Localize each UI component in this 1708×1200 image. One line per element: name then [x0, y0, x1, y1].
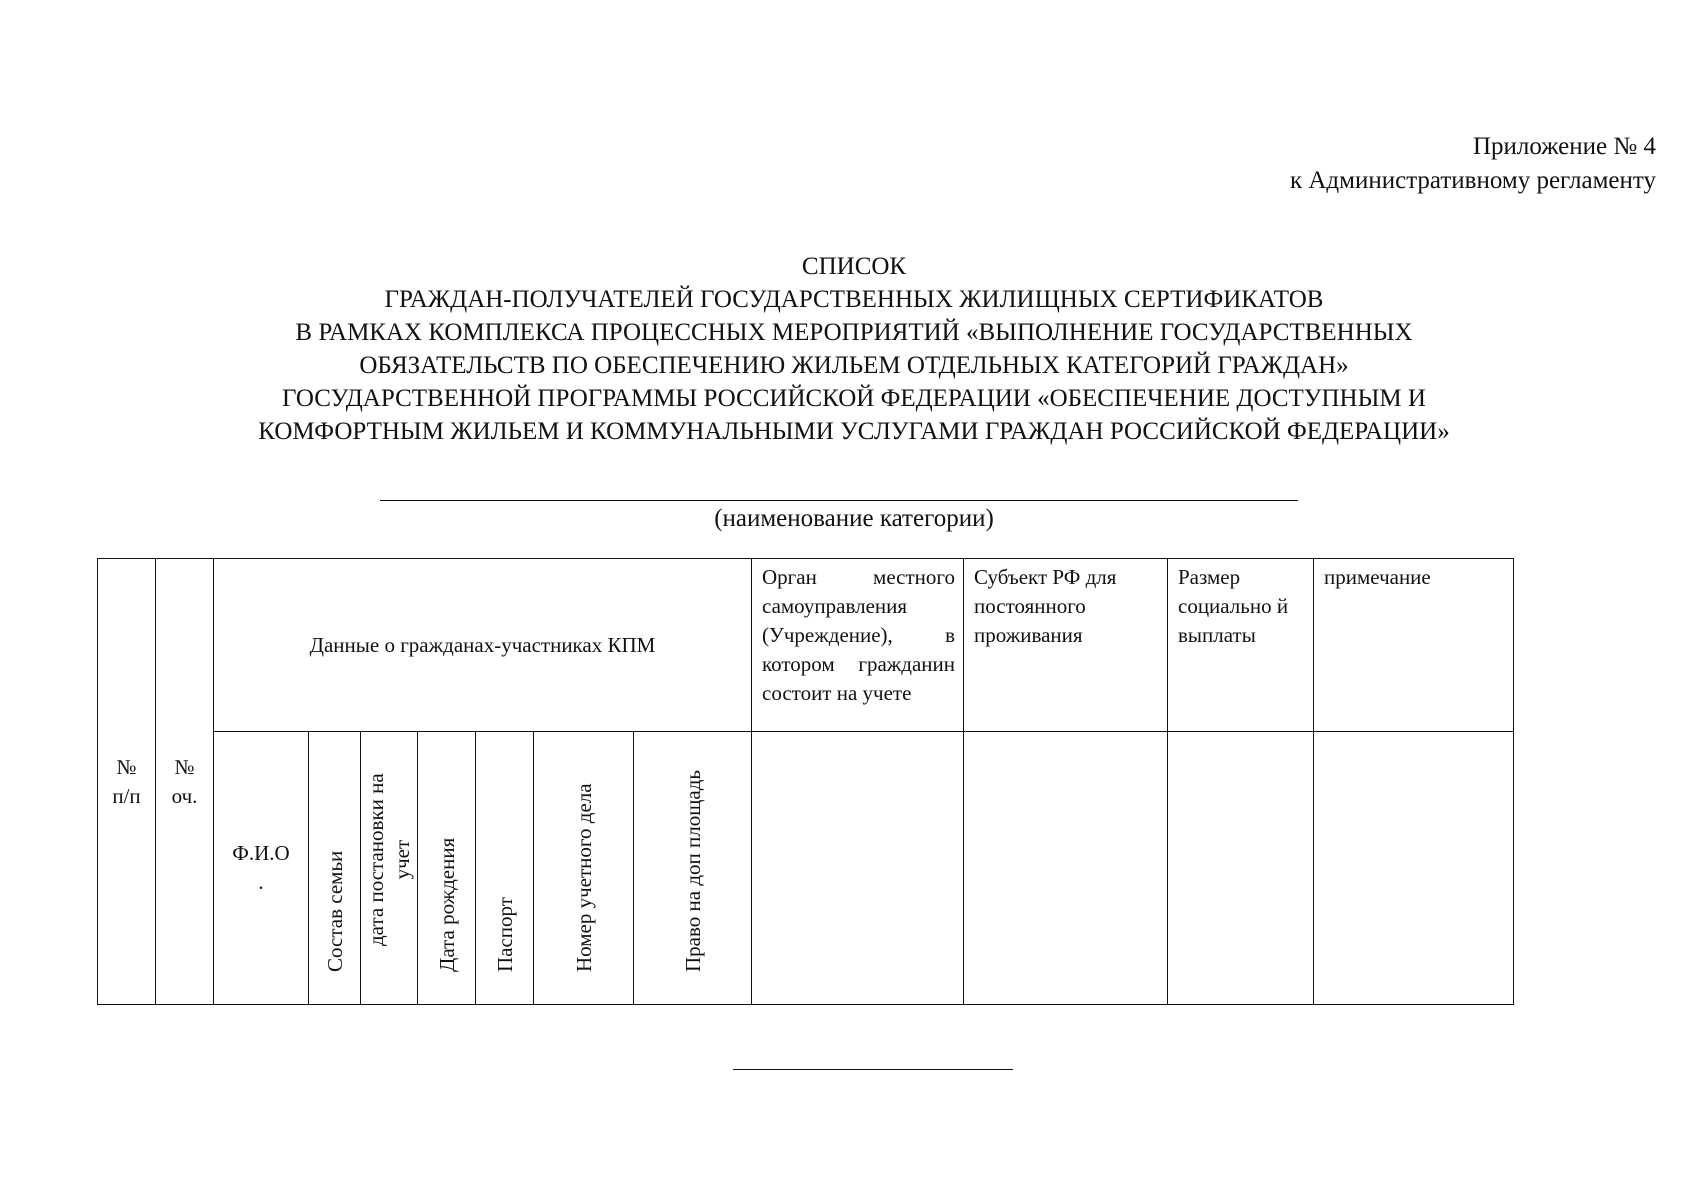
title-line-6: КОМФОРТНЫМ ЖИЛЬЕМ И КОММУНАЛЬНЫМИ УСЛУГАМИ ГРАЖДАН РОССИЙСКОЙ ФЕДЕРАЦИИ»	[258, 418, 1450, 445]
col-subject-header: Субъект РФ для постоянного проживания	[964, 559, 1168, 732]
category-blank-line	[380, 500, 1298, 501]
sub-reg-date-line-1: дата постановки на	[364, 773, 388, 946]
sub-fio-header	[214, 732, 309, 1005]
citizens-table	[97, 558, 1514, 1005]
participants-data-header: Данные о гражданах-участниках КПМ	[214, 559, 752, 732]
sub-case-header	[534, 732, 634, 1005]
header-row	[98, 559, 1514, 732]
col-number-symbol: №	[116, 754, 137, 779]
sub-reg-date-header	[361, 732, 418, 1005]
title-line-2: ГРАЖДАН-ПОЛУЧАТЕЛЕЙ ГОСУДАРСТВЕННЫХ ЖИЛИЩНЫХ СЕРТИФИКАТОВ	[384, 286, 1324, 313]
empty-payment-cell	[1168, 732, 1314, 1005]
sub-passport-header	[476, 732, 534, 1005]
document-title	[0, 250, 1708, 448]
col-number-header	[98, 559, 156, 1005]
empty-note-cell	[1314, 732, 1514, 1005]
appendix-note	[1290, 130, 1656, 198]
col-note-header: примечание	[1314, 559, 1514, 732]
title-line-1: СПИСОК	[801, 253, 907, 280]
sub-birth-header	[418, 732, 476, 1005]
appendix-number: Приложение № 4	[1472, 133, 1656, 160]
col-queue-label: оч.	[171, 783, 198, 808]
footer-separator-line	[733, 1069, 1013, 1070]
sub-extra-area-label: Право на доп площадь	[680, 770, 705, 972]
sub-fio-label: Ф.И.О	[232, 841, 290, 865]
sub-reg-date-label	[363, 773, 415, 946]
sub-extra-area-header	[634, 732, 752, 1005]
sub-reg-date-line-2: учет	[390, 839, 414, 880]
title-line-4: ОБЯЗАТЕЛЬСТВ ПО ОБЕСПЕЧЕНИЮ ЖИЛЬЕМ ОТДЕЛЬНЫХ КАТЕГОРИЙ ГРАЖДАН»	[359, 352, 1349, 379]
col-local-authority-header: Орган местного самоуправления (Учреждение), в котором гражданин состоит на учете	[752, 559, 964, 732]
sub-passport-label: Паспорт	[492, 897, 517, 972]
empty-local-authority-cell	[752, 732, 964, 1005]
subheader-row	[98, 732, 1514, 1005]
title-line-5: ГОСУДАРСТВЕННОЙ ПРОГРАММЫ РОССИЙСКОЙ ФЕДЕРАЦИИ «ОБЕСПЕЧЕНИЕ ДОСТУПНЫМ И	[282, 385, 1426, 412]
col-payment-header: Размер социально й выплаты	[1168, 559, 1314, 732]
sub-birth-label: Дата рождения	[434, 837, 459, 972]
title-line-3: В РАМКАХ КОМПЛЕКСА ПРОЦЕССНЫХ МЕРОПРИЯТИЙ «ВЫПОЛНЕНИЕ ГОСУДАРСТВЕННЫХ	[295, 319, 1413, 346]
col-number-label: п/п	[112, 783, 141, 808]
col-queue-header	[156, 559, 214, 1005]
category-caption: (наименование категории)	[714, 505, 994, 532]
empty-subject-cell	[964, 732, 1168, 1005]
col-queue-symbol: №	[174, 754, 195, 779]
sub-case-label: Номер учетного дела	[571, 783, 596, 972]
sub-family-label: Состав семьи	[322, 850, 347, 972]
sub-family-header	[309, 732, 361, 1005]
sub-fio-dot: .	[258, 870, 264, 894]
appendix-reference: к Административному регламенту	[1289, 167, 1656, 194]
